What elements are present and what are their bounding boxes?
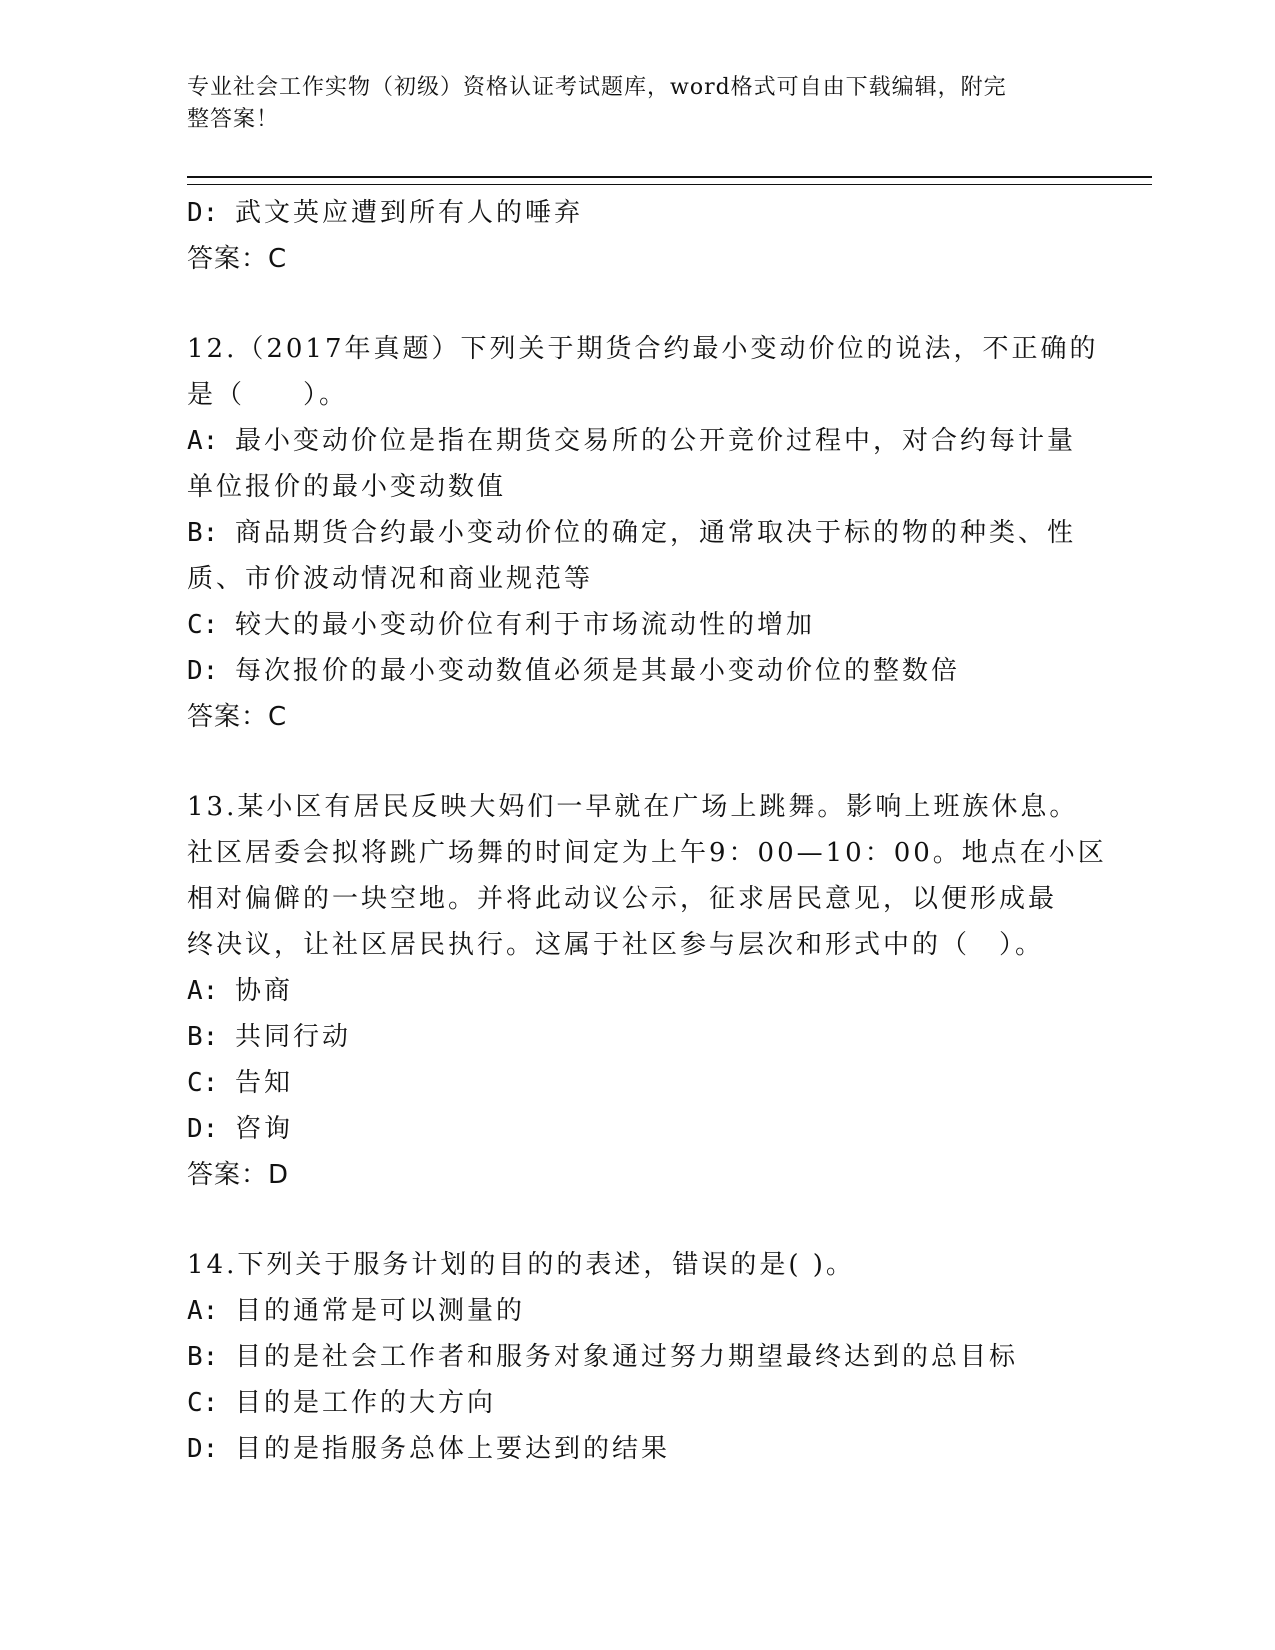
header-line-1: 专业社会工作实物（初级）资格认证考试题库，word格式可自由下载编辑，附完 [187, 75, 1007, 100]
prev-answer: 答案：C [187, 244, 288, 274]
q13-stem-line-2: 社区居委会拟将跳广场舞的时间定为上午9：00—10：00。地点在小区 [187, 838, 1107, 868]
q14-option-d [187, 1426, 1087, 1472]
option-text: 告知 [235, 1068, 294, 1098]
option-letter: C: [187, 1068, 219, 1098]
option-text: 目的是社会工作者和服务对象通过努力期望最终达到的总目标 [235, 1342, 1019, 1372]
q12-stem-line-2: 是（ ）。 [187, 380, 349, 410]
option-letter: A: [187, 976, 219, 1006]
q14-stem-line-1: 14.下列关于服务计划的目的的表述，错误的是( )。 [187, 1250, 855, 1280]
header-line-2: 整答案！ [187, 107, 280, 132]
prev-option-d [187, 190, 1087, 236]
option-text: 咨询 [235, 1114, 294, 1144]
q12-answer: 答案：C [187, 702, 288, 732]
q14-option-c [187, 1380, 1087, 1426]
question-content [187, 190, 1107, 1472]
q13-option-a [187, 968, 1087, 1014]
option-letter: D: [187, 1434, 219, 1464]
q12-option-d [187, 648, 1087, 694]
option-letter: B: [187, 1022, 219, 1052]
option-letter: B: [187, 1342, 219, 1372]
q12-stem-line-1: 12.（2017年真题）下列关于期货合约最小变动价位的说法，不正确的 [187, 334, 1099, 364]
header-divider [187, 176, 1152, 185]
q13-answer: 答案：D [187, 1160, 290, 1190]
option-letter: A: [187, 1296, 219, 1326]
q12-option-a-line-2: 单位报价的最小变动数值 [187, 472, 507, 502]
q13-option-c [187, 1060, 1087, 1106]
option-letter: B: [187, 518, 219, 548]
option-letter: C: [187, 610, 219, 640]
q14-option-b [187, 1334, 1087, 1380]
q12-option-b [187, 510, 1087, 556]
option-letter: A: [187, 426, 219, 456]
page-header [187, 72, 1057, 136]
q13-stem-line-1: 13.某小区有居民反映大妈们一早就在广场上跳舞。影响上班族休息。 [187, 792, 1079, 822]
option-text: 每次报价的最小变动数值必须是其最小变动价位的整数倍 [235, 656, 961, 686]
option-letter: C: [187, 1388, 219, 1418]
option-letter: D: [187, 656, 219, 686]
q13-stem-line-4: 终决议，让社区居民执行。这属于社区参与层次和形式中的（ ）。 [187, 930, 1045, 960]
spacer [187, 282, 1087, 326]
option-text: 共同行动 [235, 1022, 352, 1052]
q12-option-b-line-2: 质、市价波动情况和商业规范等 [187, 564, 594, 594]
option-text: 最小变动价位是指在期货交易所的公开竞价过程中，对合约每计量 [235, 426, 1077, 456]
q14-option-a [187, 1288, 1087, 1334]
option-text: 商品期货合约最小变动价位的确定，通常取决于标的物的种类、性 [235, 518, 1077, 548]
option-text: 武文英应遭到所有人的唾弃 [235, 198, 584, 228]
spacer [187, 1198, 1087, 1242]
option-letter: D: [187, 198, 219, 228]
option-text: 协商 [235, 976, 294, 1006]
spacer [187, 740, 1087, 784]
q13-option-b [187, 1014, 1087, 1060]
q13-stem-line-3: 相对偏僻的一块空地。并将此动议公示，征求居民意见，以便形成最 [187, 884, 1058, 914]
option-letter: D: [187, 1114, 219, 1144]
q12-option-c [187, 602, 1087, 648]
option-text: 目的是指服务总体上要达到的结果 [235, 1434, 671, 1464]
option-text: 目的是工作的大方向 [235, 1388, 497, 1418]
option-text: 目的通常是可以测量的 [235, 1296, 526, 1326]
q12-option-a [187, 418, 1087, 464]
q13-option-d [187, 1106, 1087, 1152]
option-text: 较大的最小变动价位有利于市场流动性的增加 [235, 610, 816, 640]
